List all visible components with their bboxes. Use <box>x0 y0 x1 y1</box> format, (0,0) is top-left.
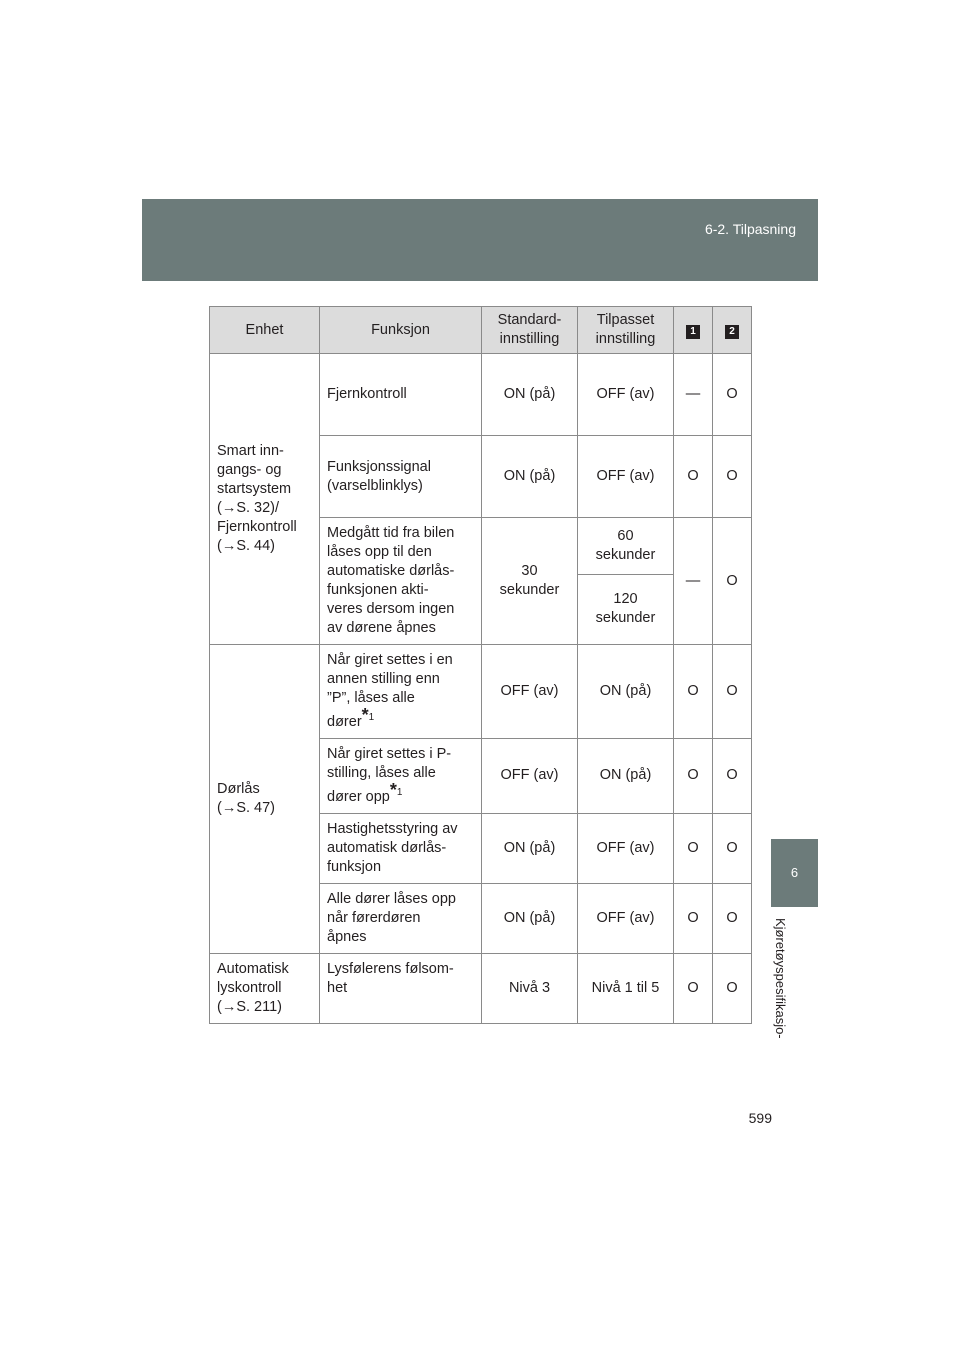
custom-cell: 60 sekunder <box>578 518 674 575</box>
chapter-label <box>773 918 808 1053</box>
badge-2: 2 <box>725 325 739 339</box>
custom-cell: 120 sekunder <box>578 574 674 644</box>
table-row <box>210 953 752 1023</box>
custom-cell: OFF (av) <box>578 813 674 883</box>
chapter-label-text: Kjøretøyspesifikasjo- <box>773 918 788 1039</box>
custom-cell: Nivå 1 til 5 <box>578 953 674 1023</box>
chapter-number: 6 <box>790 865 799 880</box>
page-number: 599 <box>748 1110 772 1126</box>
customization-table <box>209 306 752 1024</box>
function-cell: Fjernkontroll <box>320 354 482 436</box>
header-function: Funksjon <box>320 307 482 354</box>
mark-cell: O <box>713 738 752 813</box>
custom-cell: OFF (av) <box>578 436 674 518</box>
unit-smart-entry: Smart inn- gangs- og startsystem (→S. 32)/ Fjernkontroll (→S. 44) <box>210 354 320 645</box>
header-col1 <box>674 307 713 354</box>
header-custom: Tilpasset innstilling <box>578 307 674 354</box>
default-cell: ON (på) <box>482 436 578 518</box>
footnote-star: * <box>361 705 369 725</box>
default-cell: ON (på) <box>482 813 578 883</box>
unit-auto-light: Automatisk lyskontroll (→S. 211) <box>210 953 320 1023</box>
header-col2 <box>713 307 752 354</box>
mark-cell: O <box>713 436 752 518</box>
mark-cell: O <box>713 354 752 436</box>
mark-cell: O <box>713 883 752 953</box>
mark-cell: O <box>713 518 752 645</box>
badge-1: 1 <box>686 325 700 339</box>
mark-cell: O <box>674 813 713 883</box>
function-cell: Funksjonssignal (varselblinklys) <box>320 436 482 518</box>
section-title: 6-2. Tilpasning <box>704 221 796 237</box>
default-cell: 30 sekunder <box>482 518 578 645</box>
mark-cell: O <box>713 813 752 883</box>
function-cell: Når giret settes i P- stilling, låses alle dører opp*$^1$ <box>320 738 482 813</box>
unit-door-lock: Dørlås (→S. 47) <box>210 645 320 954</box>
custom-cell: ON (på) <box>578 738 674 813</box>
function-cell: Lysfølerens følsom- het <box>320 953 482 1023</box>
table-row <box>210 645 752 739</box>
default-cell: ON (på) <box>482 354 578 436</box>
function-cell: Når giret settes i en annen stilling enn ”P”, låses alle dører*$^1$ <box>320 645 482 739</box>
header-default: Standard- innstilling <box>482 307 578 354</box>
chapter-tab <box>771 839 818 907</box>
mark-cell: O <box>674 953 713 1023</box>
table-header-row <box>210 307 752 354</box>
header-unit: Enhet <box>210 307 320 354</box>
mark-cell: O <box>674 738 713 813</box>
mark-cell: O <box>674 883 713 953</box>
custom-cell: ON (på) <box>578 645 674 739</box>
header-band <box>142 199 818 281</box>
mark-cell: O <box>674 436 713 518</box>
default-cell: OFF (av) <box>482 738 578 813</box>
function-cell: Medgått tid fra bilen låses opp til den automatiske dørlås- funksjonen akti- veres dersom ingen av dørene åpnes <box>320 518 482 645</box>
custom-cell: OFF (av) <box>578 883 674 953</box>
custom-cell: OFF (av) <box>578 354 674 436</box>
mark-cell: O <box>713 645 752 739</box>
function-cell: Alle dører låses opp når førerdøren åpnes <box>320 883 482 953</box>
default-cell: Nivå 3 <box>482 953 578 1023</box>
default-cell: OFF (av) <box>482 645 578 739</box>
footnote-star: * <box>389 779 397 800</box>
function-cell: Hastighetsstyring av automatisk dørlås- funksjon <box>320 813 482 883</box>
default-cell: ON (på) <box>482 883 578 953</box>
mark-cell: — <box>674 518 713 645</box>
mark-cell: O <box>713 953 752 1023</box>
mark-cell: O <box>674 645 713 739</box>
table-row <box>210 354 752 436</box>
mark-cell: — <box>674 354 713 436</box>
